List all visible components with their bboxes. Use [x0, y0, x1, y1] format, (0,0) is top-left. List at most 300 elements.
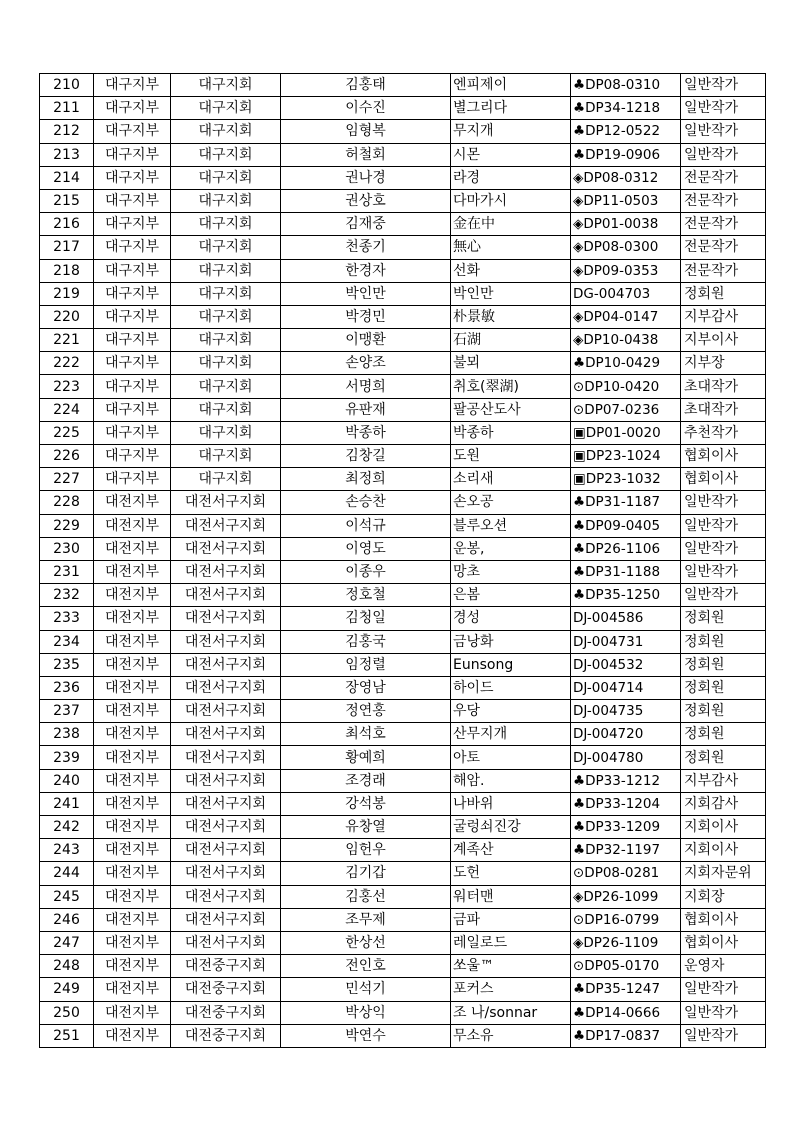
row-number: 220: [40, 305, 94, 328]
row-number: 233: [40, 607, 94, 630]
member-id-cell: ◈DP26-1109: [571, 931, 681, 954]
member-id-cell: ◈DP08-0300: [571, 236, 681, 259]
member-id-cell: ⊙DP10-0420: [571, 375, 681, 398]
branch-cell: 대구지부: [94, 259, 171, 282]
row-number: 247: [40, 931, 94, 954]
name-cell: 권상호: [281, 189, 451, 212]
table-row: [40, 398, 766, 421]
name-cell: 전인호: [281, 955, 451, 978]
name-cell: 김홍태: [281, 74, 451, 97]
grade-cell: 협회이사: [681, 445, 766, 468]
table-row: [40, 931, 766, 954]
row-number: 227: [40, 468, 94, 491]
grade-cell: 정회원: [681, 607, 766, 630]
table-row: [40, 189, 766, 212]
pseudonym-cell: 엔피제이: [451, 74, 571, 97]
row-number: 249: [40, 978, 94, 1001]
name-cell: 김청일: [281, 607, 451, 630]
grade-cell: 일반작가: [681, 560, 766, 583]
member-id-cell: ♣DP14-0666: [571, 1001, 681, 1024]
member-id-cell: ♣DP31-1187: [571, 491, 681, 514]
row-number: 234: [40, 630, 94, 653]
member-id-cell: DJ-004731: [571, 630, 681, 653]
grade-cell: 정회원: [681, 700, 766, 723]
pseudonym-cell: 은봄: [451, 584, 571, 607]
branch-cell: 대전지부: [94, 885, 171, 908]
chapter-cell: 대구지회: [171, 329, 281, 352]
name-cell: 박인만: [281, 282, 451, 305]
pseudonym-cell: 팔공산도사: [451, 398, 571, 421]
chapter-cell: 대전서구지회: [171, 607, 281, 630]
row-number: 216: [40, 213, 94, 236]
name-cell: 황예희: [281, 746, 451, 769]
row-number: 241: [40, 792, 94, 815]
row-number: 217: [40, 236, 94, 259]
branch-cell: 대구지부: [94, 352, 171, 375]
chapter-cell: 대전서구지회: [171, 746, 281, 769]
name-cell: 허철회: [281, 143, 451, 166]
table-row: [40, 862, 766, 885]
pseudonym-cell: 라경: [451, 166, 571, 189]
row-number: 213: [40, 143, 94, 166]
chapter-cell: 대전서구지회: [171, 862, 281, 885]
chapter-cell: 대구지회: [171, 282, 281, 305]
chapter-cell: 대전서구지회: [171, 885, 281, 908]
name-cell: 박종하: [281, 421, 451, 444]
grade-cell: 일반작가: [681, 491, 766, 514]
row-number: 215: [40, 189, 94, 212]
chapter-cell: 대전서구지회: [171, 931, 281, 954]
row-number: 230: [40, 537, 94, 560]
name-cell: 이맹환: [281, 329, 451, 352]
grade-cell: 지부장: [681, 352, 766, 375]
table-row: [40, 769, 766, 792]
member-id-cell: ♣DP33-1204: [571, 792, 681, 815]
row-number: 242: [40, 816, 94, 839]
chapter-cell: 대전서구지회: [171, 908, 281, 931]
chapter-cell: 대전서구지회: [171, 676, 281, 699]
member-table: [39, 73, 766, 1048]
pseudonym-cell: 아토: [451, 746, 571, 769]
pseudonym-cell: 金在中: [451, 213, 571, 236]
branch-cell: 대전지부: [94, 1024, 171, 1047]
row-number: 211: [40, 97, 94, 120]
table-row: [40, 120, 766, 143]
name-cell: 서명희: [281, 375, 451, 398]
row-number: 248: [40, 955, 94, 978]
pseudonym-cell: 취호(翠湖): [451, 375, 571, 398]
branch-cell: 대구지부: [94, 166, 171, 189]
member-id-cell: ♣DP35-1250: [571, 584, 681, 607]
branch-cell: 대구지부: [94, 120, 171, 143]
name-cell: 정연홍: [281, 700, 451, 723]
table-row: [40, 955, 766, 978]
member-id-cell: DJ-004720: [571, 723, 681, 746]
pseudonym-cell: 무지개: [451, 120, 571, 143]
branch-cell: 대전지부: [94, 700, 171, 723]
grade-cell: 전문작가: [681, 259, 766, 282]
name-cell: 유창열: [281, 816, 451, 839]
row-number: 218: [40, 259, 94, 282]
member-id-cell: ♣DP26-1106: [571, 537, 681, 560]
table-row: [40, 723, 766, 746]
table-row: [40, 421, 766, 444]
branch-cell: 대전지부: [94, 931, 171, 954]
chapter-cell: 대전서구지회: [171, 537, 281, 560]
chapter-cell: 대전서구지회: [171, 653, 281, 676]
branch-cell: 대구지부: [94, 398, 171, 421]
table-row: [40, 213, 766, 236]
member-id-cell: ♣DP08-0310: [571, 74, 681, 97]
table-row: [40, 908, 766, 931]
table-row: [40, 885, 766, 908]
table-row: [40, 445, 766, 468]
branch-cell: 대전지부: [94, 839, 171, 862]
table-row: [40, 1024, 766, 1047]
member-id-cell: ♣DP31-1188: [571, 560, 681, 583]
row-number: 221: [40, 329, 94, 352]
branch-cell: 대전지부: [94, 955, 171, 978]
table-row: [40, 630, 766, 653]
row-number: 212: [40, 120, 94, 143]
name-cell: 조경래: [281, 769, 451, 792]
name-cell: 장영남: [281, 676, 451, 699]
pseudonym-cell: 해암.: [451, 769, 571, 792]
grade-cell: 협회이사: [681, 931, 766, 954]
name-cell: 손승찬: [281, 491, 451, 514]
grade-cell: 정회원: [681, 630, 766, 653]
row-number: 222: [40, 352, 94, 375]
member-id-cell: ♣DP34-1218: [571, 97, 681, 120]
pseudonym-cell: 금파: [451, 908, 571, 931]
name-cell: 민석기: [281, 978, 451, 1001]
pseudonym-cell: 나바위: [451, 792, 571, 815]
name-cell: 권나경: [281, 166, 451, 189]
table-row: [40, 74, 766, 97]
chapter-cell: 대전서구지회: [171, 584, 281, 607]
chapter-cell: 대전중구지회: [171, 1024, 281, 1047]
pseudonym-cell: 박인만: [451, 282, 571, 305]
row-number: 210: [40, 74, 94, 97]
pseudonym-cell: 시몬: [451, 143, 571, 166]
row-number: 239: [40, 746, 94, 769]
table-row: [40, 792, 766, 815]
table-row: [40, 468, 766, 491]
table-row: [40, 143, 766, 166]
table-row: [40, 816, 766, 839]
grade-cell: 협회이사: [681, 468, 766, 491]
pseudonym-cell: 별그리다: [451, 97, 571, 120]
chapter-cell: 대구지회: [171, 120, 281, 143]
member-id-cell: DG-004703: [571, 282, 681, 305]
member-id-cell: ◈DP01-0038: [571, 213, 681, 236]
row-number: 236: [40, 676, 94, 699]
grade-cell: 일반작가: [681, 120, 766, 143]
chapter-cell: 대구지회: [171, 236, 281, 259]
chapter-cell: 대전서구지회: [171, 769, 281, 792]
pseudonym-cell: 워터맨: [451, 885, 571, 908]
branch-cell: 대전지부: [94, 746, 171, 769]
chapter-cell: 대전서구지회: [171, 630, 281, 653]
branch-cell: 대구지부: [94, 329, 171, 352]
name-cell: 이영도: [281, 537, 451, 560]
grade-cell: 전문작가: [681, 189, 766, 212]
table-row: [40, 700, 766, 723]
branch-cell: 대구지부: [94, 421, 171, 444]
branch-cell: 대구지부: [94, 468, 171, 491]
chapter-cell: 대구지회: [171, 189, 281, 212]
table-row: [40, 282, 766, 305]
row-number: 225: [40, 421, 94, 444]
table-row: [40, 166, 766, 189]
grade-cell: 지회이사: [681, 816, 766, 839]
pseudonym-cell: 레일로드: [451, 931, 571, 954]
row-number: 214: [40, 166, 94, 189]
member-id-cell: ♣DP33-1209: [571, 816, 681, 839]
row-number: 243: [40, 839, 94, 862]
chapter-cell: 대구지회: [171, 352, 281, 375]
member-id-cell: ♣DP12-0522: [571, 120, 681, 143]
row-number: 235: [40, 653, 94, 676]
chapter-cell: 대전서구지회: [171, 816, 281, 839]
grade-cell: 지회이사: [681, 839, 766, 862]
branch-cell: 대전지부: [94, 491, 171, 514]
grade-cell: 정회원: [681, 746, 766, 769]
member-id-cell: ♣DP32-1197: [571, 839, 681, 862]
row-number: 232: [40, 584, 94, 607]
grade-cell: 일반작가: [681, 537, 766, 560]
pseudonym-cell: 소리새: [451, 468, 571, 491]
pseudonym-cell: 쏘울™: [451, 955, 571, 978]
branch-cell: 대전지부: [94, 769, 171, 792]
grade-cell: 전문작가: [681, 166, 766, 189]
member-id-cell: ⊙DP08-0281: [571, 862, 681, 885]
name-cell: 한상선: [281, 931, 451, 954]
row-number: 226: [40, 445, 94, 468]
member-id-cell: DJ-004780: [571, 746, 681, 769]
chapter-cell: 대전서구지회: [171, 723, 281, 746]
branch-cell: 대전지부: [94, 653, 171, 676]
chapter-cell: 대구지회: [171, 375, 281, 398]
chapter-cell: 대구지회: [171, 97, 281, 120]
chapter-cell: 대구지회: [171, 398, 281, 421]
name-cell: 최정희: [281, 468, 451, 491]
grade-cell: 지부이사: [681, 329, 766, 352]
pseudonym-cell: 하이드: [451, 676, 571, 699]
chapter-cell: 대구지회: [171, 305, 281, 328]
row-number: 244: [40, 862, 94, 885]
table-row: [40, 491, 766, 514]
row-number: 219: [40, 282, 94, 305]
pseudonym-cell: 朴景敏: [451, 305, 571, 328]
branch-cell: 대전지부: [94, 978, 171, 1001]
chapter-cell: 대전서구지회: [171, 792, 281, 815]
row-number: 228: [40, 491, 94, 514]
name-cell: 이석규: [281, 514, 451, 537]
member-id-cell: ⊙DP05-0170: [571, 955, 681, 978]
chapter-cell: 대구지회: [171, 74, 281, 97]
chapter-cell: 대전서구지회: [171, 491, 281, 514]
chapter-cell: 대구지회: [171, 445, 281, 468]
row-number: 238: [40, 723, 94, 746]
grade-cell: 정회원: [681, 282, 766, 305]
pseudonym-cell: 망초: [451, 560, 571, 583]
grade-cell: 일반작가: [681, 1001, 766, 1024]
name-cell: 손양조: [281, 352, 451, 375]
pseudonym-cell: 손오공: [451, 491, 571, 514]
grade-cell: 일반작가: [681, 74, 766, 97]
pseudonym-cell: 불뫼: [451, 352, 571, 375]
member-id-cell: ♣DP10-0429: [571, 352, 681, 375]
pseudonym-cell: 무소유: [451, 1024, 571, 1047]
table-row: [40, 584, 766, 607]
pseudonym-cell: 경성: [451, 607, 571, 630]
name-cell: 김홍선: [281, 885, 451, 908]
table-row: [40, 375, 766, 398]
pseudonym-cell: 石湖: [451, 329, 571, 352]
name-cell: 박연수: [281, 1024, 451, 1047]
member-id-cell: DJ-004735: [571, 700, 681, 723]
chapter-cell: 대전서구지회: [171, 560, 281, 583]
table-row: [40, 514, 766, 537]
grade-cell: 일반작가: [681, 1024, 766, 1047]
member-id-cell: ⊙DP16-0799: [571, 908, 681, 931]
grade-cell: 추천작가: [681, 421, 766, 444]
chapter-cell: 대전서구지회: [171, 839, 281, 862]
chapter-cell: 대전중구지회: [171, 955, 281, 978]
member-id-cell: DJ-004586: [571, 607, 681, 630]
branch-cell: 대구지부: [94, 97, 171, 120]
branch-cell: 대구지부: [94, 305, 171, 328]
member-id-cell: ◈DP08-0312: [571, 166, 681, 189]
table-row: [40, 676, 766, 699]
pseudonym-cell: 블루오션: [451, 514, 571, 537]
pseudonym-cell: 산무지개: [451, 723, 571, 746]
row-number: 223: [40, 375, 94, 398]
chapter-cell: 대전중구지회: [171, 978, 281, 1001]
grade-cell: 전문작가: [681, 213, 766, 236]
member-id-cell: ▣DP23-1024: [571, 445, 681, 468]
grade-cell: 전문작가: [681, 236, 766, 259]
chapter-cell: 대구지회: [171, 468, 281, 491]
pseudonym-cell: 박종하: [451, 421, 571, 444]
pseudonym-cell: 굴렁쇠진강: [451, 816, 571, 839]
name-cell: 이수진: [281, 97, 451, 120]
table-row: [40, 746, 766, 769]
grade-cell: 지회감사: [681, 792, 766, 815]
member-id-cell: DJ-004714: [571, 676, 681, 699]
grade-cell: 지부감사: [681, 305, 766, 328]
branch-cell: 대전지부: [94, 1001, 171, 1024]
pseudonym-cell: 無心: [451, 236, 571, 259]
pseudonym-cell: 선화: [451, 259, 571, 282]
table-row: [40, 329, 766, 352]
pseudonym-cell: 포커스: [451, 978, 571, 1001]
member-id-cell: ◈DP10-0438: [571, 329, 681, 352]
table-row: [40, 236, 766, 259]
grade-cell: 지회장: [681, 885, 766, 908]
table-row: [40, 352, 766, 375]
table-row: [40, 653, 766, 676]
pseudonym-cell: 조 나/sonnar: [451, 1001, 571, 1024]
member-id-cell: ♣DP09-0405: [571, 514, 681, 537]
table-row: [40, 1001, 766, 1024]
grade-cell: 초대작가: [681, 375, 766, 398]
branch-cell: 대구지부: [94, 189, 171, 212]
row-number: 224: [40, 398, 94, 421]
chapter-cell: 대구지회: [171, 259, 281, 282]
member-id-cell: ▣DP01-0020: [571, 421, 681, 444]
grade-cell: 지회자문위: [681, 862, 766, 885]
name-cell: 강석봉: [281, 792, 451, 815]
pseudonym-cell: Eunsong: [451, 653, 571, 676]
branch-cell: 대전지부: [94, 560, 171, 583]
chapter-cell: 대구지회: [171, 143, 281, 166]
member-id-cell: ◈DP09-0353: [571, 259, 681, 282]
branch-cell: 대전지부: [94, 792, 171, 815]
member-id-cell: ♣DP33-1212: [571, 769, 681, 792]
member-id-cell: ⊙DP07-0236: [571, 398, 681, 421]
chapter-cell: 대전서구지회: [171, 700, 281, 723]
branch-cell: 대구지부: [94, 282, 171, 305]
table-row: [40, 305, 766, 328]
grade-cell: 운영자: [681, 955, 766, 978]
row-number: 240: [40, 769, 94, 792]
grade-cell: 일반작가: [681, 514, 766, 537]
branch-cell: 대전지부: [94, 514, 171, 537]
branch-cell: 대구지부: [94, 74, 171, 97]
member-id-cell: ♣DP35-1247: [571, 978, 681, 1001]
chapter-cell: 대전서구지회: [171, 514, 281, 537]
branch-cell: 대구지부: [94, 375, 171, 398]
grade-cell: 일반작가: [681, 584, 766, 607]
name-cell: 최석호: [281, 723, 451, 746]
member-id-cell: DJ-004532: [571, 653, 681, 676]
pseudonym-cell: 계족산: [451, 839, 571, 862]
row-number: 229: [40, 514, 94, 537]
pseudonym-cell: 도원: [451, 445, 571, 468]
row-number: 237: [40, 700, 94, 723]
pseudonym-cell: 운봉,: [451, 537, 571, 560]
grade-cell: 정회원: [681, 676, 766, 699]
name-cell: 이종우: [281, 560, 451, 583]
name-cell: 임정렬: [281, 653, 451, 676]
name-cell: 조무제: [281, 908, 451, 931]
name-cell: 김기갑: [281, 862, 451, 885]
grade-cell: 초대작가: [681, 398, 766, 421]
branch-cell: 대전지부: [94, 862, 171, 885]
table-row: [40, 537, 766, 560]
name-cell: 박상익: [281, 1001, 451, 1024]
row-number: 231: [40, 560, 94, 583]
member-id-cell: ▣DP23-1032: [571, 468, 681, 491]
row-number: 250: [40, 1001, 94, 1024]
branch-cell: 대전지부: [94, 607, 171, 630]
grade-cell: 일반작가: [681, 978, 766, 1001]
branch-cell: 대전지부: [94, 676, 171, 699]
grade-cell: 협회이사: [681, 908, 766, 931]
branch-cell: 대전지부: [94, 584, 171, 607]
pseudonym-cell: 우당: [451, 700, 571, 723]
row-number: 251: [40, 1024, 94, 1047]
name-cell: 유판재: [281, 398, 451, 421]
branch-cell: 대전지부: [94, 630, 171, 653]
name-cell: 천종기: [281, 236, 451, 259]
table-row: [40, 259, 766, 282]
branch-cell: 대전지부: [94, 908, 171, 931]
pseudonym-cell: 다마가시: [451, 189, 571, 212]
row-number: 246: [40, 908, 94, 931]
